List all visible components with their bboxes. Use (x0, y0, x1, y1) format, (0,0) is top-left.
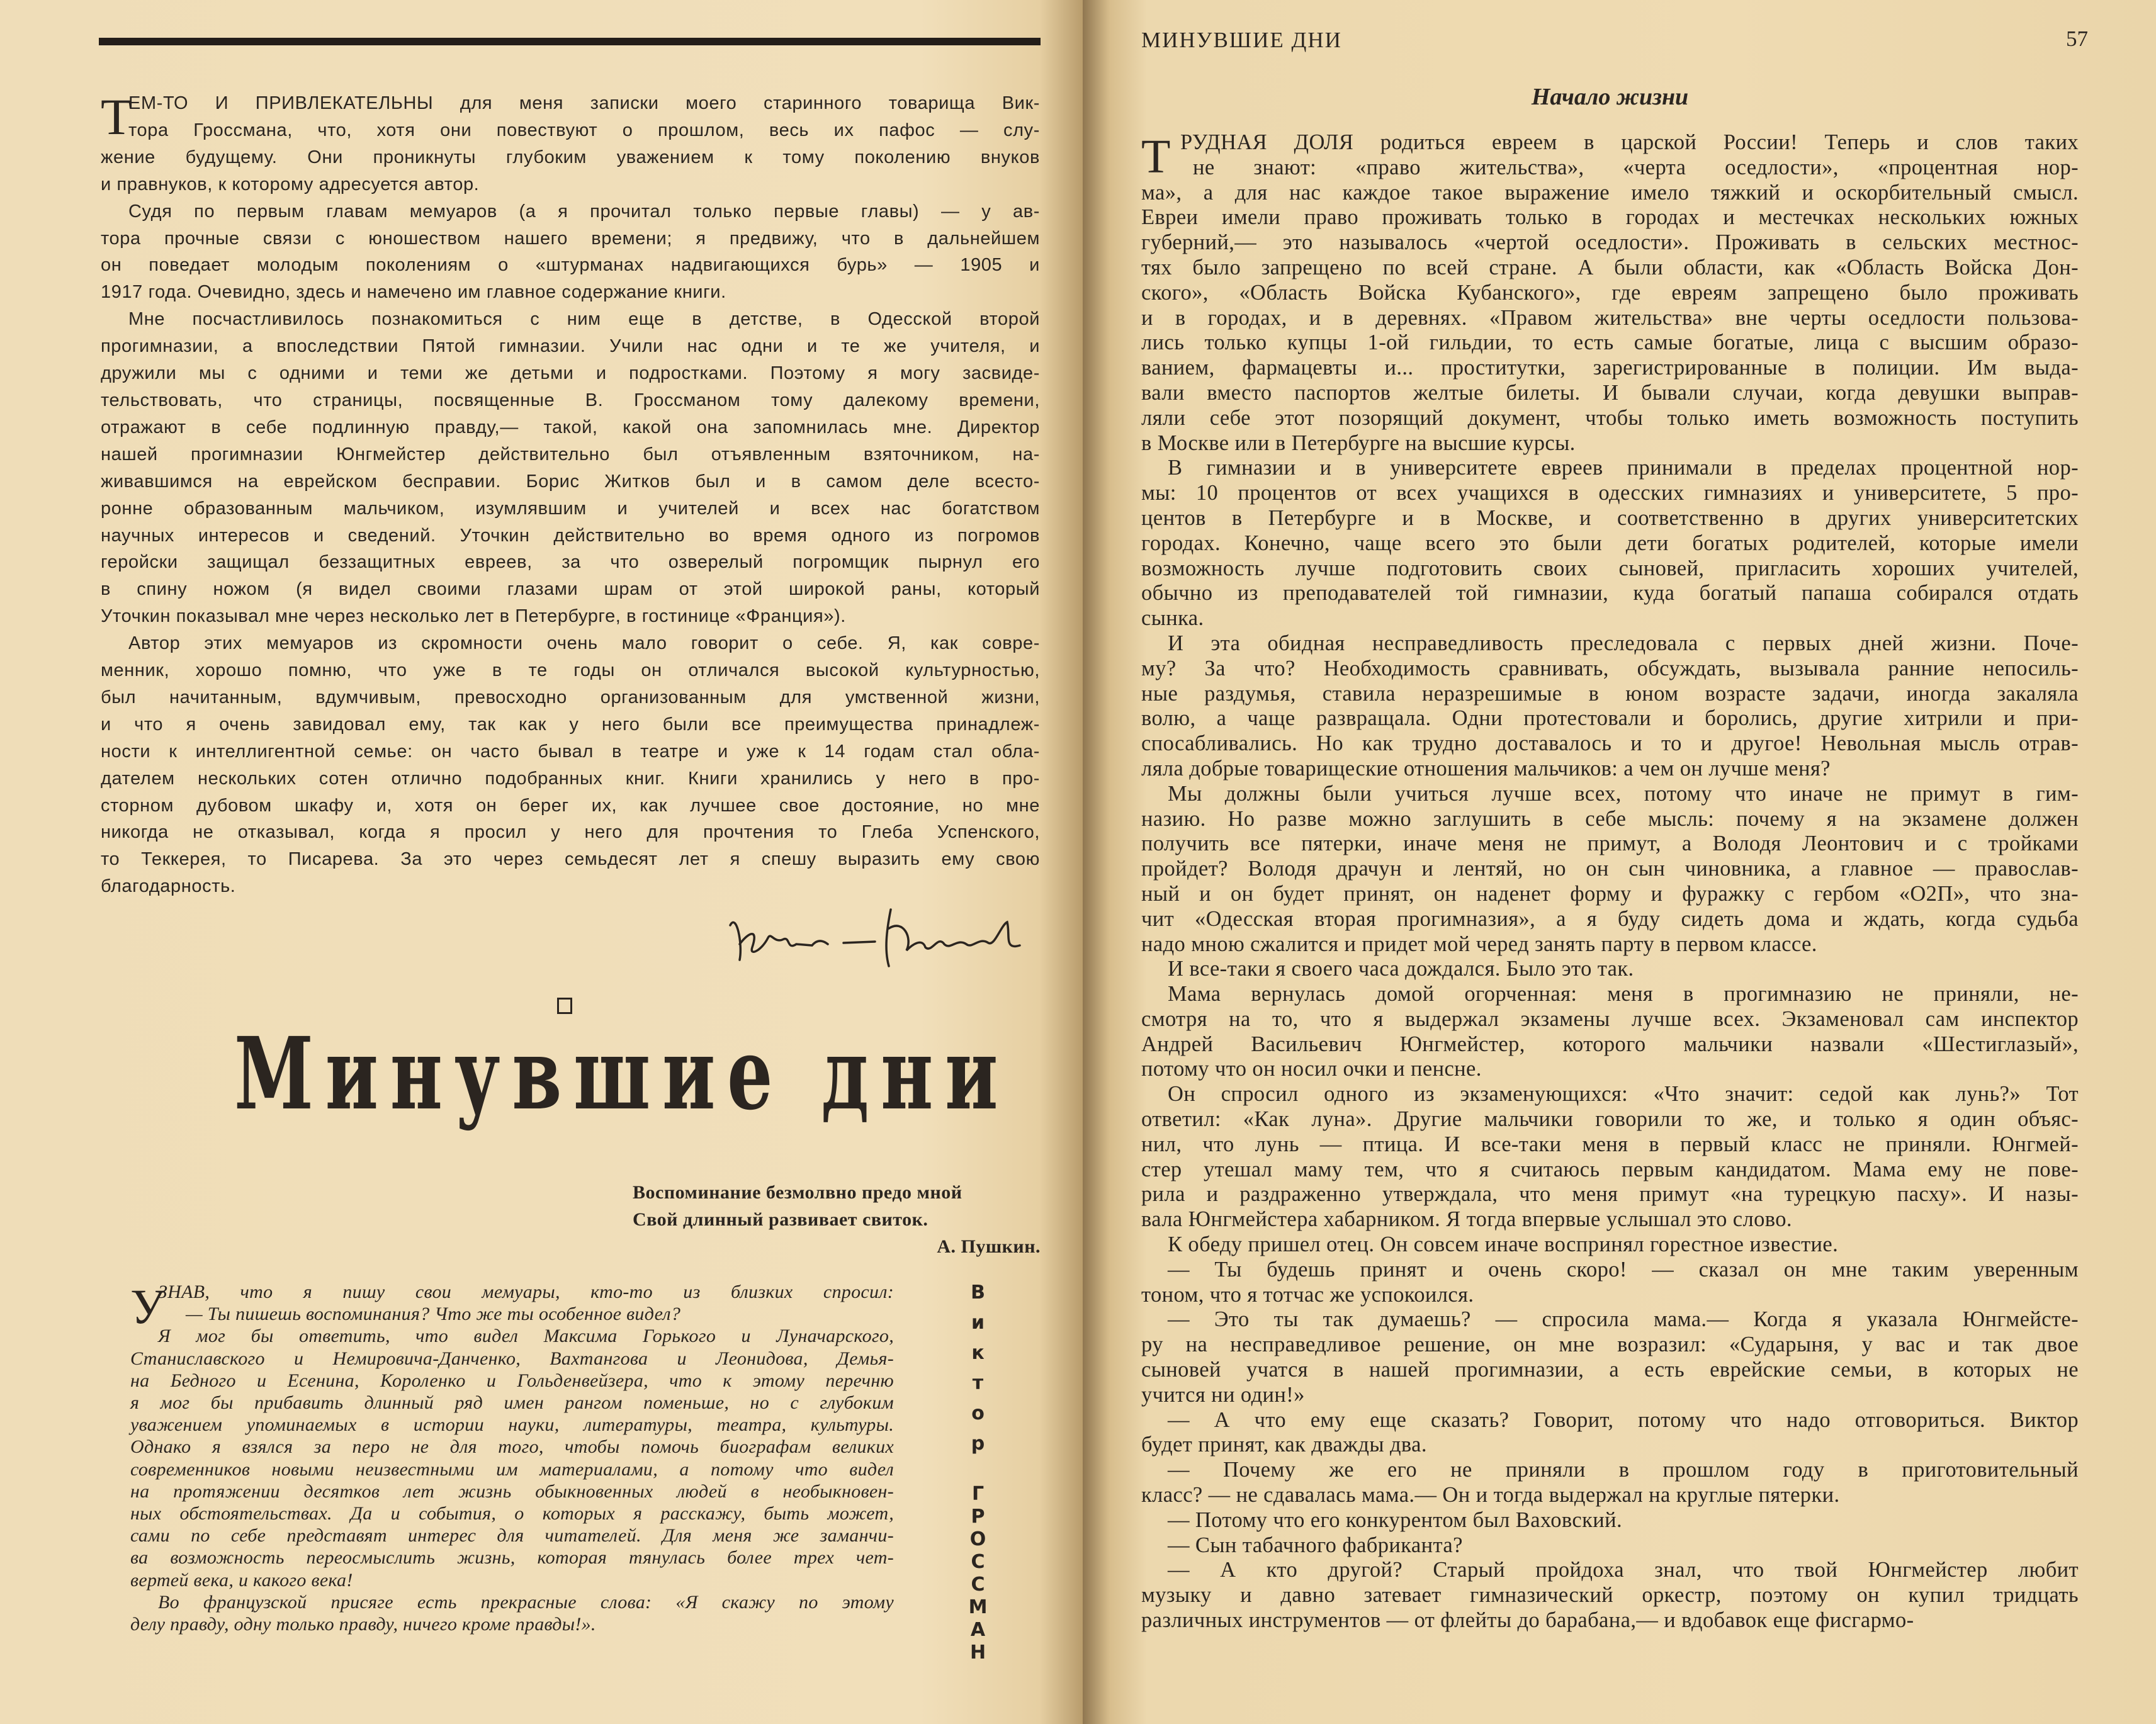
text-line: сынка. (1141, 606, 1204, 631)
text-line: и что я очень завидовал ему, так как у него были все преимущества принадлеж- (101, 714, 1040, 735)
drop-cap: Т (1141, 130, 1171, 183)
text-line: — А кто другой? Старый пройдоха знал, что твой Юнгмейстер любит (1168, 1558, 2079, 1582)
text-line: в спину ножом (я видел своими глазами шрам от этой широкой раны, который (101, 579, 1040, 600)
text-line: тора Гроссмана, что, хотя они повествуют о прошлом, весь их пафос — слу- (128, 120, 1040, 140)
memoir-intro-text (130, 1281, 894, 1635)
text-line: тора прочные связи с юношеством нашего времени; я предвижу, что в дальнейшем (101, 228, 1040, 249)
text-line: вала Юнгмейстера хабарником. Я тогда впервые услышал это слово. (1141, 1207, 1792, 1232)
text-line: сторном дубовом шкафу и, хотя он берег их, как лучшее свое достояние, но мне (101, 795, 1040, 816)
text-line: ЗНАВ, что я пишу свои мемуары, кто-то из близких спросил: (158, 1282, 894, 1302)
text-line: уважением упоминаемых в истории науки, литературы, театра, культуры. (130, 1414, 894, 1436)
signature-chukovsky (724, 900, 1032, 976)
text-line: ЕМ-ТО И ПРИВЛЕКАТЕЛЬНЫ для меня записки моего старинного товарища Вик- (128, 93, 1040, 113)
text-line: надо мною сжалится и придет мой черед занять парту в первом классе. (1141, 932, 1817, 956)
text-line: прогимназии, а впоследствии Пятой гимназии. Учили нас одни и те же учителя, и (101, 336, 1040, 357)
text-line: и в городах, и в деревнях. «Правом жительства» вне черты оседлости пользова- (1141, 305, 2079, 330)
author-name-vertical (967, 1282, 992, 1664)
epigraph-line: Воспоминание безмолвно предо мной (633, 1182, 962, 1203)
text-line: В гимназии и в университете евреев принимали в пределах процентной нор- (1168, 456, 2079, 480)
text-line: ответил: «Как луна». Другие мальчики говорили то же, и только я один объяс- (1141, 1107, 2079, 1132)
text-line: ные раздумья, ставила неразрешимые в юном возрасте задачи, иногда закаляла (1141, 681, 2079, 706)
text-line: ского», «Область Войска Кубанского», где евреям запрещено было проживать (1141, 280, 2079, 305)
text-line: Андрей Васильевич Юнгмейстер, которого мальчики назвали «Шестиглазый», (1141, 1032, 2079, 1056)
text-line: не знают: «право жительства», «черта оседлости», «процентная нор- (1193, 155, 2079, 179)
text-line: лись только купцы 1-ой гильдии, то есть самые богатые, лица с высшим образо- (1141, 330, 2079, 355)
text-line: РУДНАЯ ДОЛЯ родиться евреем в царской России! Теперь и слов таких (1180, 130, 2079, 154)
section-title: Начало жизни (1531, 84, 1689, 110)
paragraph (1141, 957, 2079, 982)
text-line: Однако я взялся за перо не для того, чтобы помочь биографам великих (130, 1436, 894, 1458)
paragraph (1141, 130, 2079, 456)
epigraph (633, 1179, 1041, 1260)
text-line: жение будущему. Они проникнуты глубоким уважением к тому поколению внуков (101, 147, 1040, 167)
text-line: ный и он будет принят, он наденет форму и фуражку с гербом «О2П», что зна- (1141, 881, 2079, 906)
story-text (1141, 130, 2079, 1633)
text-line: никогда не отказывал, когда я просил у него для прочтения то Глеба Успенского, (101, 822, 1040, 843)
text-line: делу правду, одну только правду, ничего кроме правды!». (130, 1614, 596, 1635)
text-line: отражают в себе подлинную правду,— такой, какой она запомнилась мне. Директор (101, 417, 1040, 437)
text-line: тельствовать, что страницы, посвященные В. Гроссманом тому далекому времени, (101, 390, 1040, 410)
text-line: — Это ты так думаешь? — спросила мама.— Когда я указала Юнгмейсте- (1168, 1307, 2079, 1332)
paragraph (130, 1325, 894, 1591)
text-line: вертей века, и какого века! (130, 1569, 353, 1591)
text-line: нил, что лунь — птица. И все-таки меня в первый класс не приняли. Юнгмей- (1141, 1132, 2079, 1156)
text-line: возможность лучше подготовить своих сыновей, пригласить хороших учителей, (1141, 556, 2079, 580)
paragraph (1141, 1508, 2079, 1533)
text-line: ру на несправедливое решение, он мне возразил: «Сударыня, у вас и так двое (1141, 1332, 2079, 1357)
text-line: чит «Одесская вторая прогимназия», а я буду сидеть дома и ждать, когда судьба (1141, 906, 2079, 931)
drop-cap: Т (101, 88, 133, 145)
text-line: му? За что? Необходимость сравнивать, обсуждать, вызывала ранние непосиль- (1141, 656, 2079, 680)
text-line: будет принят, как дважды два. (1141, 1433, 1427, 1457)
paragraph (1141, 1458, 2079, 1508)
text-line: пройдет? Володя драчун и лентяй, но он сын чиновника, а главное — православ- (1141, 857, 2079, 881)
text-line: Во французской присяге есть прекрасные слова: «Я скажу по этому (158, 1591, 894, 1613)
text-line: Уточкин показывал мне через несколько лет в Петербурге, в гостинице «Франция»). (101, 606, 846, 627)
text-line: — А что ему еще сказать? Говорит, потому что надо отговориться. Виктор (1168, 1407, 2079, 1432)
text-line: мы: 10 процентов от всех учащихся в одесских гимназиях и университете, 5 про- (1141, 481, 2079, 505)
paragraph (1141, 456, 2079, 631)
text-line: — Ты будешь принят и очень скоро! — сказал он мне таким уверенным (1168, 1257, 2079, 1282)
text-line: спосабливались. Но как трудно доставалось и то и другое! Невольная мысль отрав- (1141, 731, 2079, 756)
text-line: К обеду пришел отец. Он совсем иначе воспринял горестное известие. (1168, 1232, 1839, 1257)
text-line: городах. Конечно, чаще всего это были дети богатых родителей, которые имели (1141, 531, 2079, 555)
paragraph (101, 630, 1040, 900)
text-line: — Почему же его не приняли в прошлом году в приготовительный (1168, 1458, 2079, 1482)
text-line: обычно из преподавателей той гимназии, куда богатый папаша собирался отдать (1141, 581, 2079, 606)
text-line: Он спросил одного из экзаменующихся: «Что значит: седой как лунь?» Тот (1168, 1082, 2079, 1107)
text-line: сыновей учатся в нашей прогимназии, а есть еврейские семьи, в которых не (1141, 1358, 2079, 1382)
text-line: нашей прогимназии Юнгмейстер действительно был отъявленным взяточником, на- (101, 444, 1040, 465)
text-line: геройски защищал беззащитных евреев, за что озверелый погромщик пырнул его (101, 552, 1040, 573)
author-last-name: ГРОССМАН (967, 1483, 989, 1664)
paragraph (130, 1281, 894, 1325)
text-line: класс? — не сдавалась мама.— Он и тогда выдержал на круглые пятерки. (1141, 1483, 1840, 1507)
text-line: Мама вернулась домой огорченная: меня в прогимназию не приняли, не- (1168, 982, 2079, 1006)
paragraph (1141, 1258, 2079, 1308)
paragraph (101, 306, 1040, 630)
text-line: ва возможность переосмыслить жизнь, которая тянулась более трех чет- (130, 1547, 894, 1569)
text-line: научных интересов и сведений. Уточкин действительно во время одного из погромов (101, 525, 1040, 546)
text-line: живавшимся на еврейском бесправии. Борис Житков был и в самом деле всесто- (101, 471, 1040, 492)
text-line: то Теккерея, то Писарева. За это через семьдесят лет я спешу выразить ему свою (101, 849, 1040, 870)
text-line: волю, а чаще развращала. Одни протестовали и боролись, другие хитрили и при- (1141, 706, 2079, 731)
text-line: 1917 года. Очевидно, здесь и намечено им главное содержание книги. (101, 282, 726, 303)
text-line: — Потому что его конкурентом был Ваховский. (1168, 1507, 1623, 1532)
text-line: Евреи имели право проживать только в городах и местечках нескольких южных (1141, 205, 2079, 230)
paragraph (1141, 782, 2079, 957)
running-head: МИНУВШИЕ ДНИ (1141, 28, 1342, 52)
text-line: ности к интеллигентной семье: он часто бывал в театре и уже к 14 годам стал обла- (101, 741, 1040, 762)
text-line: назию. Но разве можно заглушить в себе мысль: почему я на экзамене должен (1141, 806, 2079, 831)
text-line: был начитанным, вдумчивым, превосходно организованным для умственной жизни, (101, 687, 1040, 707)
text-line: ных обстоятельствах. Да и события, о которых я расскажу, быть может, (130, 1503, 894, 1524)
text-line: ляла добрые товарищеские отношения мальчиков: а чем он лучше меня? (1141, 756, 1831, 780)
text-line: Мне посчастливилось познакомиться с ним еще в детстве, в Одесской второй (128, 309, 1040, 330)
author-first-name: Виктор (967, 1282, 989, 1463)
text-line: учится ни один!» (1141, 1382, 1305, 1407)
ornament-square (557, 998, 572, 1014)
text-line: центов в Петербурге и в Москве, и соответственно в других университетских (1141, 505, 2079, 530)
text-line: менник, хорошо помню, что уже в те годы он отличался высокой культурностью, (101, 660, 1040, 681)
paragraph (1141, 982, 2079, 1082)
text-line: я мог бы прибавить длинный ряд имен рангом поменьше, но с глубоким (130, 1392, 894, 1414)
paragraph (130, 1591, 894, 1635)
text-line: на Бедного и Есенина, Короленко и Гольденвейзера, что к этому перечню (130, 1370, 894, 1391)
text-line: благодарность. (101, 876, 236, 897)
epigraph-author: А. Пушкин. (937, 1236, 1041, 1257)
top-rule (99, 38, 1041, 45)
epigraph-line: Свой длинный развивает свиток. (633, 1209, 928, 1230)
text-line: сами по себе представят интерес для читателей. Для меня же заманчи- (130, 1525, 894, 1547)
text-line: он поведает молодым поколениям о «штурманах надвигающихся бурь» — 1905 и (101, 255, 1040, 276)
text-line: на протяжении десятков лет жизнь обыкновенных людей в необыкновен- (130, 1480, 894, 1502)
text-line: Мы должны были учиться лучше всех, потому что иначе не примут в гим- (1168, 781, 2079, 806)
text-line: потому что он носил очки и пенсне. (1141, 1057, 1482, 1081)
text-line: Автор этих мемуаров из скромности очень мало говорит о себе. Я, как совре- (128, 633, 1040, 654)
text-line: в Москве или в Петербурге на высшие курсы. (1141, 431, 1576, 455)
paragraph (101, 90, 1040, 198)
paragraph (101, 198, 1040, 307)
text-line: Судя по первым главам мемуаров (а я прочитал только первые главы) — у ав- (128, 201, 1040, 222)
paragraph (1141, 1232, 2079, 1258)
text-line: И все-таки я своего часа дождался. Было это так. (1168, 957, 1634, 981)
text-line: вали вместо паспортов желтые билеты. И бывали случаи, когда девушки выправ- (1141, 380, 2079, 405)
text-line: И эта обидная несправедливость преследовала с первых дней жизни. Поче- (1168, 631, 2079, 655)
text-line: различных инструментов — от флейты до барабана,— и вдобавок еще фисгармо- (1141, 1608, 1914, 1633)
drop-cap: У (130, 1279, 166, 1334)
text-line: ляли себе этот позорящий документ, чтобы только иметь возможность поступить (1141, 405, 2079, 430)
text-line: рила и раздраженно утверждала, что меня примут «на турецкую пасху». И назы- (1141, 1182, 2079, 1207)
right-page (1083, 0, 2156, 1724)
paragraph (1141, 631, 2079, 782)
paragraph (1141, 1408, 2079, 1458)
text-line: Я мог бы ответить, что видел Максима Горького и Луначарского, (158, 1326, 894, 1347)
article-title: Минувшие дни (234, 1016, 1010, 1132)
text-line: стер утешал маму тем, что я считаюсь первым кандидатом. Мама ему не пове- (1141, 1157, 2079, 1181)
text-line: и правнуков, к которому адресуется автор. (101, 174, 480, 194)
text-line: — Ты пишешь воспоминания? Что же ты особенное видел? (186, 1304, 681, 1325)
text-line: Станиславского и Немировича-Данченко, Вахтангова и Леонидова, Демья- (130, 1348, 894, 1369)
paragraph (1141, 1307, 2079, 1407)
text-line: дружили мы с одними и теми же детьми и подростками. Поэтому я могу засвиде- (101, 363, 1040, 384)
text-line: смотря на то, что я выдержал экзамены лучше всех. Экзаменовал сам инспектор (1141, 1006, 2079, 1031)
text-line: ма», а для нас каждое такое выражение имело тяжкий и оскорбительный смысл. (1141, 180, 2079, 205)
text-line: получить все пятерки, иначе меня не примут, а Володя Леонтович и с тройками (1141, 831, 2079, 856)
paragraph (1141, 1558, 2079, 1633)
page-number: 57 (2066, 26, 2088, 51)
text-line: ванием, фармацевты и... проститутки, зарегистрированные в полиции. Им выда- (1141, 356, 2079, 380)
text-line: дателем нескольких сотен отлично подобранных книг. Книги хранились у него в про- (101, 768, 1040, 789)
paragraph (1141, 1082, 2079, 1232)
foreword-text (101, 90, 1040, 900)
text-line: ронне образованным мальчиком, изумлявшим и учителей и всех нас богатством (101, 498, 1040, 519)
text-line: современников новыми неизвестными им материалами, а потому что видел (130, 1458, 894, 1480)
text-line: тоном, что я тотчас же успокоился. (1141, 1282, 1474, 1307)
text-line: тях было запрещено по всей стране. А были области, как «Область Войска Дон- (1141, 255, 2079, 279)
text-line: — Сын табачного фабриканта? (1168, 1533, 1463, 1557)
text-line: музыку и давно затевает гимназический оркестр, поэтому он купил тридцать (1141, 1583, 2079, 1608)
paragraph (1141, 1533, 2079, 1558)
text-line: губерний,— это называлось «чертой оседлости». Проживать в сельских местнос- (1141, 230, 2079, 255)
